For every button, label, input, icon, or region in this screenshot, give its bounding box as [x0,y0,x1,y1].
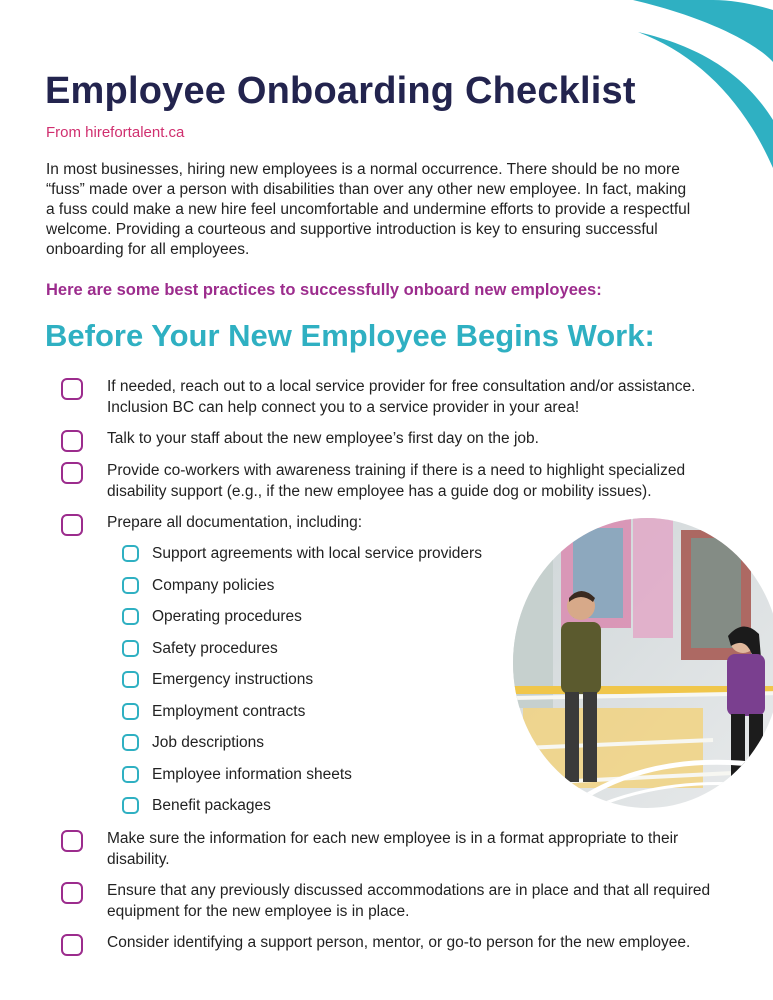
documentation-checkbox[interactable] [122,545,139,562]
documentation-checkbox[interactable] [122,734,139,751]
page-title: Employee Onboarding Checklist [45,70,636,112]
checklist-checkbox[interactable] [61,830,83,852]
documentation-item: Support agreements with local service providers [152,545,482,562]
documentation-item: Job descriptions [152,734,265,751]
documentation-checkbox[interactable] [122,766,139,783]
checklist-item: Prepare all documentation, including: [107,514,363,531]
source-credit: From hirefortalent.ca [46,124,185,141]
documentation-item: Operating procedures [152,608,302,625]
documentation-item: Employee information sheets [152,766,352,783]
checklist-checkbox[interactable] [61,430,83,452]
documentation-checkbox[interactable] [122,608,139,625]
checklist-item: Provide co-workers with awareness training if there is a need to highlight specialized disability support (e.g., if the new employee has a guide dog or mobility issues). [107,462,686,500]
documentation-item: Company policies [152,577,275,594]
documentation-item: Employment contracts [152,703,306,720]
checklist-item: If needed, reach out to a local service provider for free consultation and/or assistance. Inclusion BC can help connect you to a service provider in your area! [107,378,696,416]
checklist-item: Ensure that any previously discussed accommodations are in place and that all required equipment for the new employee is in place. [107,882,711,920]
documentation-checkbox[interactable] [122,671,139,688]
documentation-item: Emergency instructions [152,671,314,688]
checklist-item: Talk to your staff about the new employee’s first day on the job. [107,430,539,447]
checklist-checkbox[interactable] [61,934,83,956]
documentation-checkbox[interactable] [122,640,139,657]
checklist-checkbox[interactable] [61,462,83,484]
checklist-checkbox[interactable] [61,378,83,400]
documentation-checkbox[interactable] [122,703,139,720]
intro-paragraph: In most businesses, hiring new employees is a normal occurrence. There should be no more “fuss” made over a person with disabilities than over any other new employee. In fact, making a fuss could make a new hire feel uncomfortable and undermine efforts to provide a respectful welcome. Providing a courteous and supportive introduction is key to ensuring successful onboarding for all employees. [46,161,691,258]
section-heading: Before Your New Employee Begins Work: [45,318,655,353]
best-practices-lead: Here are some best practices to successfully onboard new employees: [46,281,602,299]
checklist-checkbox[interactable] [61,882,83,904]
documentation-checkbox[interactable] [122,797,139,814]
documentation-item: Benefit packages [152,797,271,814]
workplace-photo [513,518,773,808]
checklist-item: Consider identifying a support person, mentor, or go-to person for the new employee. [107,934,691,951]
documentation-checkbox[interactable] [122,577,139,594]
checklist-item: Make sure the information for each new employee is in a format appropriate to their disability. [107,830,679,868]
documentation-item: Safety procedures [152,640,278,657]
checklist-checkbox[interactable] [61,514,83,536]
